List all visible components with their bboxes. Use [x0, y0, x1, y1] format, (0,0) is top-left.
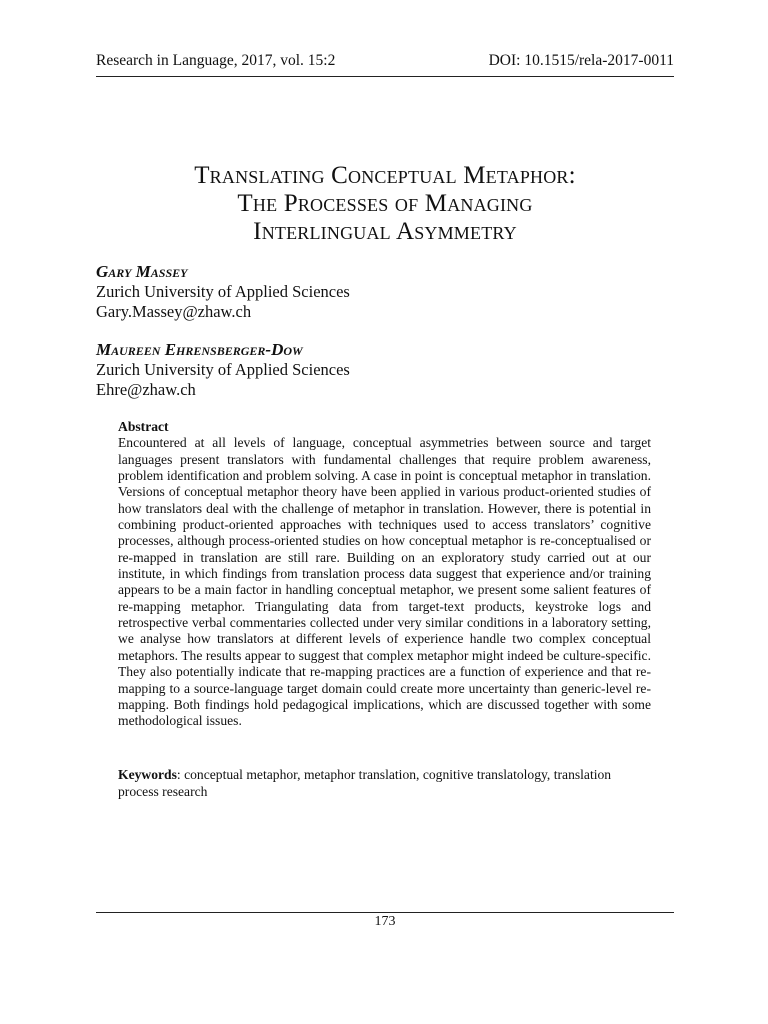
title-line-3: Interlingual Asymmetry	[253, 218, 517, 245]
keywords-text: : conceptual metaphor, metaphor translation, cognitive translatology, translation process research	[118, 767, 612, 799]
author-name: Maureen Ehrensberger-Dow	[96, 340, 303, 359]
running-header	[96, 52, 674, 74]
author-email: Gary.Massey@zhaw.ch	[96, 302, 252, 321]
abstract	[118, 419, 651, 730]
author-name: Gary Massey	[96, 262, 188, 281]
keywords	[118, 767, 651, 801]
author-block-2	[96, 340, 674, 400]
footer-rule	[96, 912, 674, 913]
author-block-1	[96, 262, 674, 322]
abstract-heading: Abstract	[118, 419, 169, 434]
title-line-2: The Processes of Managing	[237, 190, 533, 217]
author-email: Ehre@zhaw.ch	[96, 380, 196, 399]
author-affiliation: Zurich University of Applied Sciences	[96, 282, 350, 301]
doi: DOI: 10.1515/rela-2017-0011	[488, 52, 674, 69]
author-affiliation: Zurich University of Applied Sciences	[96, 360, 350, 379]
paper-title	[96, 162, 674, 246]
keywords-label: Keywords	[118, 767, 177, 782]
header-rule	[96, 76, 674, 77]
abstract-body: Encountered at all levels of language, conceptual asymmetries between source and target languages present translators with fundamental challenges that require problem awareness, problem identification and problem solving. A case in point is conceptual metaphor in translation. Versions of conceptual metaphor theory have been applied in various product-oriented studies of how translators deal with the challenge of metaphor in translation. However, there is potential in combining product-oriented approaches with techniques used to access translators’ cognitive processes, although process-oriented studies on how conceptual metaphor is re-conceptualised or re-mapped in translation are still rare. Building on an exploratory study carried out at our institute, in which findings from translation process data suggest that experience and/or training appears to be a main factor in handling conceptual metaphor, we present some salient features of re-mapping metaphor. Triangulating data from target-text products, keystroke logs and retrospective verbal commentaries collected under very similar conditions in a laboratory setting, we analyse how translators at different levels of experience handle two complex conceptual metaphors. The results appear to suggest that complex metaphor might indeed be culture-specific. They also potentially indicate that re-mapping practices are a function of experience and that re-mapping to a source-language target domain could create more uncertainty than generic-level re-mapping. Both findings hold pedagogical implications, which are discussed together with some methodological issues.	[118, 435, 651, 729]
journal-citation: Research in Language, 2017, vol. 15:2	[96, 52, 336, 69]
page-number: 173	[374, 914, 396, 929]
title-line-1: Translating Conceptual Metaphor:	[194, 162, 576, 189]
